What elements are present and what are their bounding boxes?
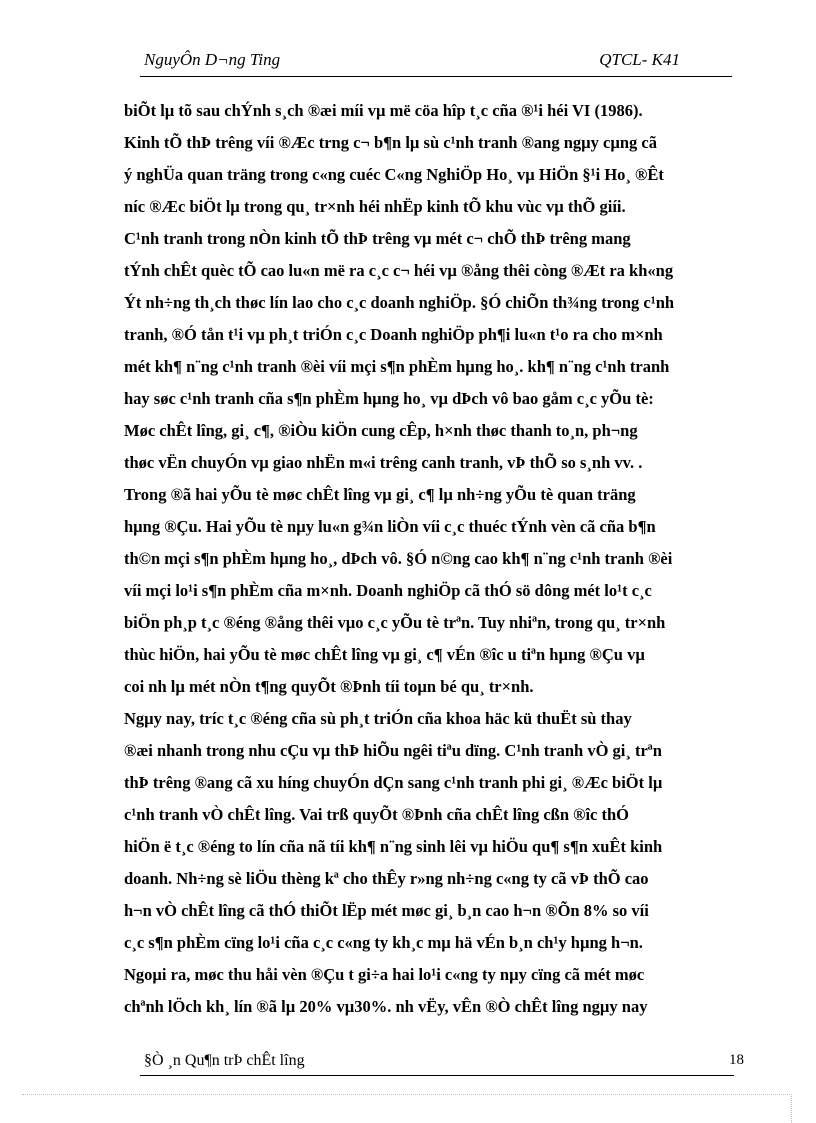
header-class-code: QTCL- K41: [599, 50, 680, 69]
body-line: c¸c s¶n phÈm cïng lo¹i cña c¸c c«ng ty kh¸c mµ hä vÉn b¸n ch¹y hµng h¬n.: [124, 933, 643, 952]
body-line: víi mçi lo¹i s¶n phÈm cña m×nh. Doanh nghiÖp cã thÓ sö dông mét lo¹t c¸c: [124, 581, 652, 600]
body-line: hay søc c¹nh tranh cña s¶n phÈm hµng ho¸ vµ dÞch vô bao gåm c¸c yÕu tè:: [124, 389, 654, 408]
body-line: Ngµy nay, tríc t¸c ®éng cña sù ph¸t triÓn cña khoa häc kü thuËt sù thay: [124, 709, 632, 728]
body-line: hiÖn ë t¸c ®éng to lín cña nã tíi kh¶ n¨ng sinh lêi vµ hiÖu qu¶ s¶n xuÊt kinh: [124, 837, 663, 856]
body-line: coi nh lµ mét nÒn t¶ng quyÕt ®Þnh tíi toµn bé qu¸ tr×nh.: [124, 677, 534, 696]
body-line: th©n mçi s¶n phÈm hµng ho¸, dÞch vô. §Ó n©ng cao kh¶ n¨ng c¹nh tranh ®èi: [124, 549, 673, 568]
body-line: níc ®Æc biÖt lµ trong qu¸ tr×nh héi nhËp kinh tÕ khu vùc vµ thÕ giíi.: [124, 197, 626, 216]
body-line: mét kh¶ n¨ng c¹nh tranh ®èi víi mçi s¶n phÈm hµng ho¸. kh¶ n¨ng c¹nh tranh: [124, 357, 670, 376]
body-line: Ýt nh÷ng th¸ch thøc lín lao cho c¸c doanh nghiÖp. §Ó chiÕn th¾ng trong c¹nh: [124, 293, 675, 312]
page-number: 18: [729, 1052, 744, 1068]
body-line: c¹nh tranh vÒ chÊt lîng. Vai trß quyÕt ®Þnh cña chÊt lîng cßn ®îc thÓ: [124, 805, 629, 824]
body-line: h¬n vÒ chÊt lîng cã thÓ thiÕt lËp mét møc gi¸ b¸n cao h¬n ®Õn 8% so víi: [124, 901, 649, 920]
body-line: tranh, ®Ó tån t¹i vµ ph¸t triÓn c¸c Doanh nghiÖp ph¶i lu«n t¹o ra cho m×nh: [124, 325, 663, 344]
page-edge-side: [791, 1094, 792, 1123]
body-line: Møc chÊt lîng, gi¸ c¶, ®iÒu kiÖn cung cÊp, h×nh thøc thanh to¸n, ph¬ng: [124, 421, 638, 440]
body-line: C¹nh tranh trong nÒn kinh tÕ thÞ trêng vµ mét c¬ chÕ thÞ trêng mang: [124, 229, 631, 248]
body-line: biÕt lµ tõ sau chÝnh s¸ch ®æi míi vµ më cöa hîp t¸c cña ®¹i héi VI (1986).: [124, 101, 643, 120]
footer-rule: [140, 1075, 734, 1076]
body-text: [124, 95, 764, 1023]
body-line: biÖn ph¸p t¸c ®éng ®ång thêi vµo c¸c yÕu tè trªn. Tuy nhiªn, trong qu¸ tr×nh: [124, 613, 666, 632]
header-author: NguyÔn D¬ng Ting: [144, 50, 281, 69]
body-line: Kinh tÕ thÞ trêng víi ®Æc trng c¬ b¶n lµ sù c¹nh tranh ®ang ngµy cµng cã: [124, 133, 657, 152]
body-line: thùc hiÖn, hai yÕu tè møc chÊt lîng vµ gi¸ c¶ vÉn ®îc u tiªn hµng ®Çu vµ: [124, 645, 645, 664]
page-header: [144, 48, 732, 72]
body-line: doanh. Nh÷ng sè liÖu thèng kª cho thÊy r»ng nh÷ng c«ng ty cã vÞ thÕ cao: [124, 869, 649, 888]
body-line: Trong ®ã hai yÕu tè møc chÊt lîng vµ gi¸ c¶ lµ nh÷ng yÕu tè quan träng: [124, 485, 636, 504]
page-edge: [22, 1094, 792, 1095]
body-line: Ngoµi ra, møc thu håi vèn ®Çu t gi÷a hai lo¹i c«ng ty nµy cïng cã mét møc: [124, 965, 645, 984]
body-line: ®æi nhanh trong nhu cÇu vµ thÞ hiÕu ngêi tiªu dïng. C¹nh tranh vÒ gi¸ trªn: [124, 741, 662, 760]
body-line: hµng ®Çu. Hai yÕu tè nµy lu«n g¾n liÒn víi c¸c thuéc tÝnh vèn cã cña b¶n: [124, 517, 656, 536]
body-line: chªnh lÖch kh¸ lín ®ã lµ 20% vµ30%. nh vËy, vÊn ®Ò chÊt lîng ngµy nay: [124, 997, 648, 1016]
header-rule: [140, 76, 732, 77]
body-line: thÞ trêng ®ang cã xu híng chuyÓn dÇn sang c¹nh tranh phi gi¸ ®Æc biÖt lµ: [124, 773, 663, 792]
footer-title: §Ò ¸n Qu¶n trÞ chÊt lîng: [144, 1052, 305, 1069]
body-line: thøc vËn chuyÓn vµ giao nhËn m«i trêng canh tranh, vÞ thÕ so s¸nh vv. .: [124, 453, 643, 472]
body-line: ý nghÜa quan träng trong c«ng cuéc C«ng NghiÖp Ho¸ vµ HiÖn §¹i Ho¸ ®Êt: [124, 165, 664, 184]
body-line: tÝnh chÊt quèc tÕ cao lu«n më ra c¸c c¬ héi vµ ®ång thêi còng ®Æt ra kh«ng: [124, 261, 674, 280]
page-footer: [140, 1052, 744, 1076]
